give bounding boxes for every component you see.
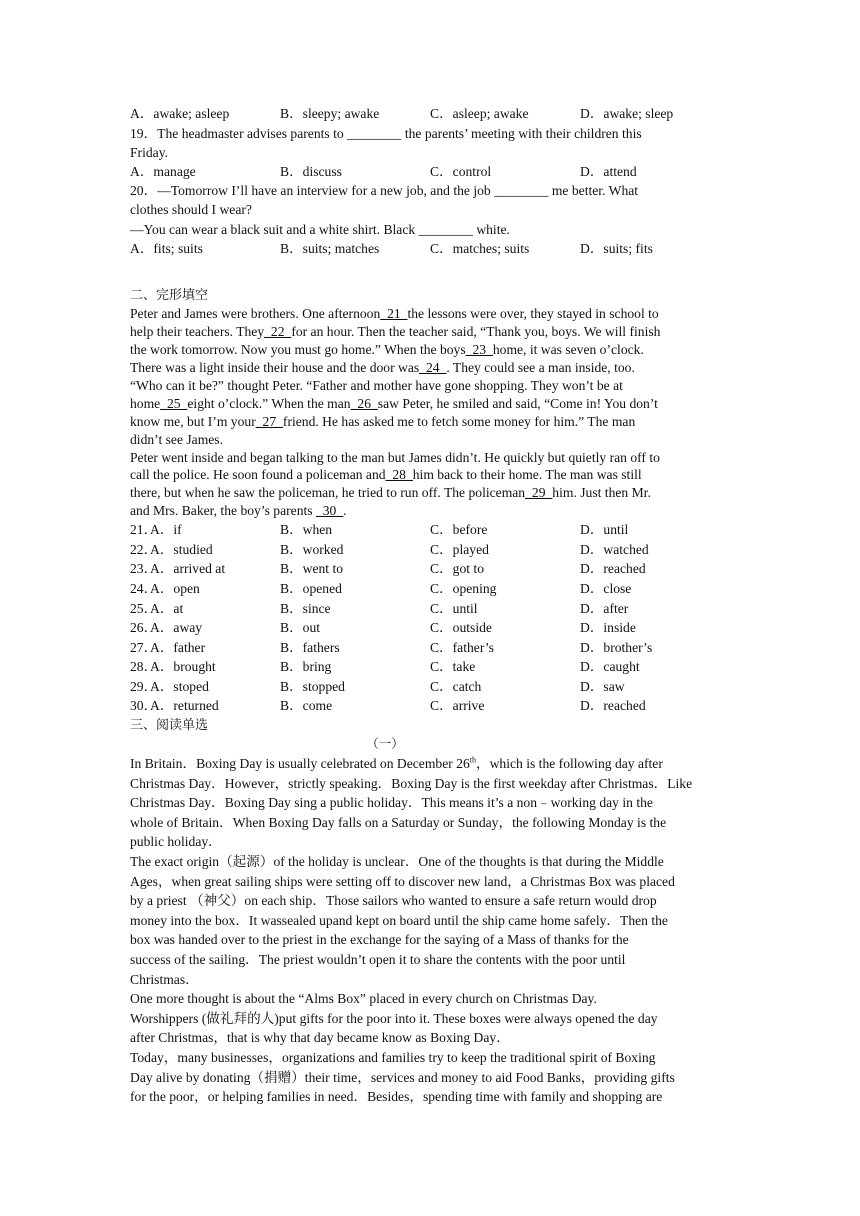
cloze-blank: _25_ xyxy=(160,395,188,411)
option-a: A．brought xyxy=(150,659,216,675)
cloze-text: saw Peter, he smiled and said, “Come in! You don’t xyxy=(377,395,658,411)
exam-page xyxy=(130,104,730,1107)
cloze-line xyxy=(130,484,730,502)
cloze-passage-p2 xyxy=(130,449,730,521)
cloze-text: Peter and James were brothers. One afternoon xyxy=(130,306,381,322)
question-number: 27． xyxy=(130,639,158,655)
option-d: D．watched xyxy=(580,541,649,557)
cloze-question-row xyxy=(130,696,730,716)
cloze-question-row xyxy=(130,540,730,560)
cloze-blank: _29_ xyxy=(525,485,553,501)
option-b: B．fathers xyxy=(280,639,340,655)
cloze-questions xyxy=(130,520,730,716)
option-c: C．take xyxy=(430,659,476,675)
reading-line: Christmas Day．Boxing Day sing a public holiday．This means it’s a non﹣working day in the xyxy=(130,795,653,811)
option-a: A．father xyxy=(150,639,206,655)
cloze-question-row xyxy=(130,559,730,579)
option-c: C．father’s xyxy=(430,639,494,655)
q18-option-a: A．awake; asleep xyxy=(130,106,230,121)
option-d: D．close xyxy=(580,580,632,596)
reading-line: box was handed over to the priest in the exchange for the saying of a Mass of thanks for the xyxy=(130,932,629,948)
option-d: D．reached xyxy=(580,698,646,714)
question-number: 24． xyxy=(130,580,158,596)
question-number: 22． xyxy=(130,541,158,557)
q18-option-d: D．awake; sleep xyxy=(580,106,674,121)
reading-line: Ages，when great sailing ships were setting off to discover new land，a Christmas Box was placed xyxy=(130,873,675,889)
cloze-text: Peter went inside and began talking to the man but James didn’t. He quickly but quietly ran off to xyxy=(130,449,660,465)
cloze-text: for an hour. Then the teacher said, “Thank you, boys. We will finish xyxy=(291,324,661,340)
option-a: A．at xyxy=(150,600,184,616)
reading-p2 xyxy=(130,852,730,989)
cloze-text: him back to their home. The man was still xyxy=(412,467,642,483)
cloze-text: the work tomorrow. Now you must go home.” When the boys xyxy=(130,342,466,358)
cloze-line xyxy=(130,341,730,359)
cloze-text: him. Just then Mr. xyxy=(552,485,651,501)
q20-option-a: A．fits; suits xyxy=(130,240,203,256)
option-a: A．arrived at xyxy=(150,561,226,577)
ordinal-suffix: th xyxy=(469,755,476,765)
option-d: D．brother’s xyxy=(580,639,653,655)
option-c: C．got to xyxy=(430,561,485,577)
option-c: C．until xyxy=(430,600,478,616)
option-b: B．went to xyxy=(280,561,344,577)
reading-line: Christmas． xyxy=(130,971,199,987)
reading-p1-rest xyxy=(130,774,730,852)
reading-p1-line1 xyxy=(130,754,730,774)
option-c: C．opening xyxy=(430,580,497,596)
cloze-line xyxy=(130,377,730,395)
cloze-text: know me, but I’m your xyxy=(130,413,256,429)
q19-option-a: A．manage xyxy=(130,163,196,179)
q19-option-d: D．attend xyxy=(580,163,637,179)
option-d: D．inside xyxy=(580,620,636,636)
option-b: B．out xyxy=(280,620,321,636)
question-number: 21． xyxy=(130,522,158,538)
q20-stem-line1: 20．—Tomorrow I’ll have an interview for a new job, and the job ________ me better. What xyxy=(130,183,639,199)
cloze-question-row xyxy=(130,520,730,540)
reading-line: Day alive by donating（捐赠）their time，services and money to aid Food Banks，providing gifts xyxy=(130,1069,675,1085)
option-a: A．away xyxy=(150,620,203,636)
option-b: B．come xyxy=(280,698,333,714)
q20-stem-line2: clothes should I wear? xyxy=(130,202,252,218)
reading-p1-line1-post: ，which is the following day after xyxy=(476,756,663,772)
reading-line: The exact origin（起源）of the holiday is unclear．One of the thoughts is that during the Middle xyxy=(130,854,664,870)
option-d: D．caught xyxy=(580,659,640,675)
option-b: B．opened xyxy=(280,580,342,596)
cloze-blank: _30_ xyxy=(315,503,344,519)
q18-option-b: B．sleepy; awake xyxy=(280,106,380,121)
cloze-text: . xyxy=(343,503,347,519)
cloze-line xyxy=(130,449,730,467)
reading-line: whole of Britain．When Boxing Day falls on a Saturday or Sunday，the following Monday is the xyxy=(130,814,667,830)
cloze-text: “Who can it be?” thought Peter. “Father and mother have gone shopping. They won’t be at xyxy=(130,377,623,393)
reading-line: public holiday． xyxy=(130,834,222,850)
question-number: 23． xyxy=(130,561,158,577)
cloze-line xyxy=(130,466,730,484)
q20-stem-line3: —You can wear a black suit and a white shirt. Black ________ white. xyxy=(130,221,510,237)
q20-options xyxy=(130,239,730,259)
cloze-text: home xyxy=(130,395,161,411)
reading-line: for the poor，or helping families in need．Besides，spending time with family and shopping are xyxy=(130,1089,663,1105)
option-b: B．since xyxy=(280,600,331,616)
cloze-blank: _27_ xyxy=(255,413,283,429)
option-c: C．arrive xyxy=(430,698,485,714)
option-b: B．worked xyxy=(280,541,344,557)
reading-line: by a priest （神父）on each ship．Those sailors who wanted to ensure a safe return would drop xyxy=(130,893,657,909)
cloze-text: and Mrs. Baker, the boy’s parents xyxy=(130,503,316,519)
cloze-line xyxy=(130,413,730,431)
option-a: A．returned xyxy=(150,698,219,714)
section2-title: 二、完形填空 xyxy=(130,288,209,304)
q18-option-c: C．asleep; awake xyxy=(430,106,529,121)
option-a: A．if xyxy=(150,522,182,538)
option-c: C．before xyxy=(430,522,488,538)
cloze-text: . They could see a man inside, too. xyxy=(446,359,635,375)
cloze-question-row xyxy=(130,677,730,697)
cloze-text: there, but when he saw the policeman, he tried to run off. The policeman xyxy=(130,485,526,501)
q20-option-b: B．suits; matches xyxy=(280,240,380,256)
cloze-blank: _21_ xyxy=(380,306,408,322)
option-a: A．studied xyxy=(150,541,213,557)
cloze-text: the lessons were over, they stayed in school to xyxy=(407,306,659,322)
cloze-line xyxy=(130,305,730,323)
section-gap xyxy=(130,258,730,286)
cloze-text: home, it was seven o’clock. xyxy=(492,342,644,358)
q19-options xyxy=(130,162,730,182)
cloze-blank: _24_ xyxy=(419,359,447,375)
cloze-line xyxy=(130,395,730,413)
reading-p4 xyxy=(130,1048,730,1107)
cloze-text: There was a light inside their house and the door was xyxy=(130,359,420,375)
q20-option-c: C．matches; suits xyxy=(430,240,530,256)
cloze-question-row xyxy=(130,579,730,599)
reading-line: Christmas Day．However，strictly speaking．Boxing Day is the first weekday after Christmas．Like xyxy=(130,775,693,791)
cloze-line xyxy=(130,323,730,341)
reading-line: Today，many businesses，organizations and families try to keep the traditional spirit of Boxing xyxy=(130,1049,656,1065)
cloze-question-row xyxy=(130,638,730,658)
option-b: B．when xyxy=(280,522,333,538)
cloze-text: help their teachers. They xyxy=(130,324,265,340)
option-c: C．outside xyxy=(430,620,492,636)
q19-stem-line2: Friday. xyxy=(130,144,169,160)
option-a: A．open xyxy=(150,580,200,596)
option-d: D．until xyxy=(580,522,629,538)
q18-options xyxy=(130,104,730,124)
cloze-blank: _28_ xyxy=(385,467,413,483)
reading-line: after Christmas，that is why that day became know as Boxing Day． xyxy=(130,1030,510,1046)
q20-option-d: D．suits; fits xyxy=(580,240,653,256)
cloze-blank: _23_ xyxy=(465,342,493,358)
option-c: C．catch xyxy=(430,678,482,694)
q19-option-b: B．discuss xyxy=(280,163,342,179)
reading-line: Worshippers (做礼拜的人)put gifts for the poor into it. These boxes were always opened the day xyxy=(130,1010,658,1026)
cloze-blank: _22_ xyxy=(264,324,292,340)
option-d: D．after xyxy=(580,600,629,616)
question-number: 26． xyxy=(130,620,158,636)
option-d: D．saw xyxy=(580,678,625,694)
q19-stem-line1: 19．The headmaster advises parents to ________ the parents’ meeting with their children this xyxy=(130,125,642,141)
cloze-question-row xyxy=(130,657,730,677)
reading-line: One more thought is about the “Alms Box” placed in every church on Christmas Day. xyxy=(130,991,597,1007)
cloze-question-row xyxy=(130,599,730,619)
option-b: B．bring xyxy=(280,659,332,675)
reading-p1-line1-pre: In Britain．Boxing Day is usually celebrated on December 26 xyxy=(130,756,470,772)
cloze-text: didn’t see James. xyxy=(130,431,223,447)
cloze-line xyxy=(130,359,730,377)
reading-line: success of the sailing．The priest wouldn’t open it to share the contents with the poor until xyxy=(130,952,626,967)
cloze-text: call the police. He soon found a policeman and xyxy=(130,467,386,483)
option-d: D．reached xyxy=(580,561,646,577)
cloze-blank: _26_ xyxy=(350,395,378,411)
option-b: B．stopped xyxy=(280,678,345,694)
section3-title: 三、阅读单选 xyxy=(130,718,209,734)
question-number: 28． xyxy=(130,659,158,675)
question-number: 29． xyxy=(130,678,158,694)
cloze-line xyxy=(130,502,730,520)
cloze-text: friend. He has asked me to fetch some money for him.” The man xyxy=(282,413,636,429)
cloze-question-row xyxy=(130,618,730,638)
cloze-text: eight o’clock.” When the man xyxy=(187,395,351,411)
question-number: 30． xyxy=(130,698,158,714)
reading-p3 xyxy=(130,989,730,1048)
option-a: A．stoped xyxy=(150,678,209,694)
reading-line: money into the box．It wassealed upand kept on board until the ship came home safely．Then the xyxy=(130,912,668,928)
passage-number: （一） xyxy=(366,737,404,752)
question-number: 25． xyxy=(130,600,158,616)
q19-option-c: C．control xyxy=(430,163,492,179)
option-c: C．played xyxy=(430,541,489,557)
cloze-line xyxy=(130,431,730,449)
cloze-passage-p1 xyxy=(130,305,730,448)
